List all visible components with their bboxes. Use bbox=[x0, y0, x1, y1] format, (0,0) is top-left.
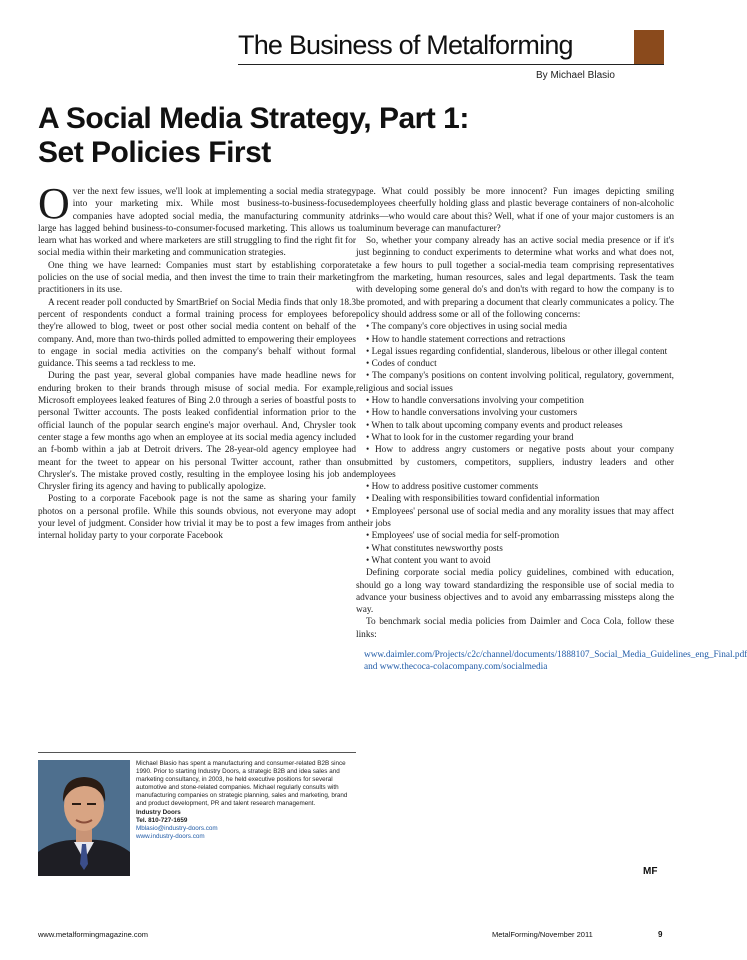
footer-issue: MetalForming/November 2011 bbox=[492, 930, 593, 939]
section-color-block bbox=[634, 30, 664, 64]
body-paragraph: Over the next few issues, we'll look at implementing a social media strategy into your marketing mix. While most business-to-business-focused companies have adopted social media, the manufacturing community at large has lagged behind business-to-consumer-focused marketing. This allows us to learn what has worked and where marketers are still struggling to find the right fit for social media within their marketing and communication strategies. bbox=[38, 179, 356, 259]
bio-email-link[interactable]: Mblasio@industry-doors.com bbox=[136, 824, 218, 832]
bio-web-link[interactable]: www.industry-doors.com bbox=[136, 832, 205, 840]
bio-phone: Tel. 810-727-1659 bbox=[136, 816, 188, 824]
list-item: • How to address positive customer comments bbox=[356, 481, 674, 493]
body-paragraph: Defining corporate social media policy guidelines, combined with education, should go a long way toward standardizing the responsible use of social media to advance your business objectives and to avoid any embarrassing missteps along the way. bbox=[356, 568, 674, 616]
list-item: • How to handle statement corrections and retractions bbox=[356, 334, 674, 346]
list-item: • The company's core objectives in using social media bbox=[356, 321, 674, 333]
section-title: The Business of Metalforming bbox=[238, 30, 573, 60]
article-column-right bbox=[356, 186, 747, 906]
headline-line-1: A Social Media Strategy, Part 1: bbox=[38, 102, 469, 135]
bio-rule bbox=[38, 752, 356, 753]
bio-company: Industry Doors bbox=[136, 808, 181, 816]
article-headline bbox=[38, 102, 638, 170]
author-portrait-icon bbox=[38, 760, 130, 876]
list-item: • What constitutes newsworthy posts bbox=[356, 543, 674, 555]
bio-text: Michael Blasio has spent a manufacturing and consumer-related B2B since 1990. Prior to starting Industry Doors, a strategic B2B and idea sales and marketing consultancy, in 2003, he held executive positions for several automotive and stone-related companies. Michael regularly consults with manufacturing companies on strategic planning, sales and marketing, brand and product development, PR and talent research management. bbox=[136, 760, 348, 808]
list-item: • Dealing with responsibilities toward confidential information bbox=[356, 493, 674, 505]
list-item: • What to look for in the customer regarding your brand bbox=[356, 432, 674, 444]
list-item: • How to handle conversations involving your competition bbox=[356, 395, 674, 407]
list-item: • Employees' personal use of social media and any morality issues that may affect their jobs bbox=[356, 506, 674, 531]
end-mark: MF bbox=[643, 866, 658, 877]
list-item: • Legal issues regarding confidential, slanderous, libelous or other illegal content bbox=[356, 346, 674, 358]
body-paragraph: One thing we have learned: Companies must start by establishing corporate policies on the use of social media, and then invest the time to train their marketing practitioners in its use. bbox=[38, 260, 356, 296]
list-item: • The company's positions on content involving political, regulatory, government, religious and social issues bbox=[356, 370, 674, 395]
header-rule bbox=[238, 64, 664, 65]
list-item: • Codes of conduct bbox=[356, 358, 674, 370]
footer-website: www.metalformingmagazine.com bbox=[38, 930, 149, 939]
body-paragraph: A recent reader poll conducted by SmartBrief on Social Media finds that only 18.3 percent of respondents conduct a formal training process for employees before they're allowed to blog, tweet or post other social media content on behalf of the company. And, more than two-thirds polled admitted to empowering their employees to engage in social media activities on the company's behalf without formal guidance. This seems a tad reckless to me. bbox=[38, 297, 356, 370]
body-paragraph: To benchmark social media policies from Daimler and Coca Cola, follow these links: bbox=[356, 617, 674, 640]
body-paragraph: page. What could possibly be more innocent? Fun images depicting smiling employees cheerfully holding glass and plastic beverage containers of non-alcoholic drinks—who would care about this? Well, what if one of your major customers is an aluminum beverage can manufacturer? bbox=[356, 187, 674, 234]
headline-line-2: Set Policies First bbox=[38, 136, 271, 169]
list-item: • Employees' use of social media for self-promotion bbox=[356, 530, 674, 542]
list-item: • What content you want to avoid bbox=[356, 555, 674, 567]
article-column-left bbox=[38, 179, 356, 746]
body-paragraph: Posting to a corporate Facebook page is not the same as sharing your family photos on a personal profile. While this sounds obvious, not everyone may adopt your level of judgment. Consider how trivial it may be to post a few images from an internal holiday party to your corporate Facebook bbox=[38, 494, 356, 542]
drop-cap: O bbox=[38, 179, 70, 228]
footer-page-number: 9 bbox=[658, 930, 663, 939]
list-item: • When to talk about upcoming company events and product releases bbox=[356, 420, 674, 432]
byline: By Michael Blasio bbox=[536, 70, 615, 81]
author-bio bbox=[136, 760, 348, 841]
author-photo bbox=[38, 760, 130, 876]
list-item: • How to handle conversations involving your customers bbox=[356, 407, 674, 419]
body-paragraph: During the past year, several global companies have made headline news for enduring broken to their brands through misuse of social media. For example, Microsoft employees leaked features of Bing 2.0 through a series of boastful posts to personal Twitter accounts. The posts leaked confidential information prior to the official launch of the popular search engine's major overhaul. And, Chrysler took center stage a few months ago when an employee at its social media agency included an f-bomb within a jab at Detroit drivers. The 28-year-old agency employee had meant for the tweet to appear on his personal Twitter account, rather than on Chrysler's. The mistake proved costly, resulting in the employee losing his job and Chrysler firing its agency and having to publically apologize. bbox=[38, 371, 356, 493]
list-item: • How to address angry customers or negative posts about your company submitted by customers, competitors, suppliers, industry leaders and other employees bbox=[356, 444, 674, 481]
benchmark-links[interactable]: www.daimler.com/Projects/c2c/channel/documents/1888107_Social_Media_Guidelines_eng_Final.pdf and www.thecoca-colacompany.com/socialmedia bbox=[364, 649, 747, 673]
policy-concerns-list bbox=[356, 321, 674, 567]
body-paragraph: So, whether your company already has an active social media presence or if it's just beginning to conduct experiments to determine what works and what does not, take a few hours to pull together a social-media team comprising representatives from the marketing, human resources, sales and legal departments. Task the team with developing some general do's and don'ts with regard to how the company is to be promoted, and with preparing a document that clearly communicates a policy. The policy should address some or all of the following concerns: bbox=[356, 236, 674, 320]
